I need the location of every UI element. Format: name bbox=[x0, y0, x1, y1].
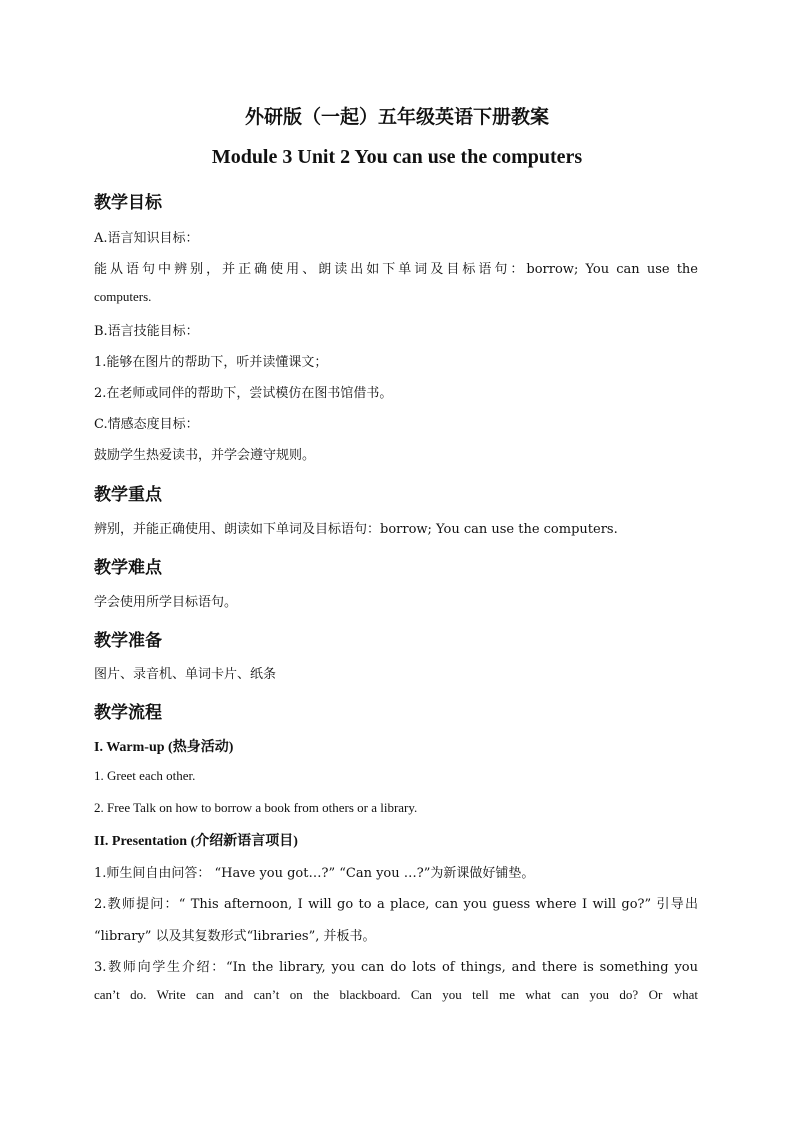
preparation-heading: 教学准备 bbox=[94, 631, 162, 651]
preparation-text: 图片、录音机、单词卡片、纸条 bbox=[94, 667, 277, 682]
key-points-heading: 教学重点 bbox=[94, 485, 162, 505]
difficulties-text: 学会使用所学目标语句。 bbox=[94, 595, 238, 610]
objective-a-text-line2: computers. bbox=[94, 289, 152, 304]
presentation-item-3-line1: 3.教师向学生介绍：“In the library, you can do lots of things, and there is something you bbox=[94, 960, 698, 975]
document-title: 外研版（一起）五年级英语下册教案 bbox=[244, 106, 549, 128]
presentation-item-3-line2: can’t do. Write can and can’t on the blackboard. Can you tell me what can you do? Or what bbox=[94, 987, 698, 1002]
presentation-item-1: 1.师生间自由问答： “Have you got…?” “Can you …?”为新课做好铺垫。 bbox=[94, 866, 535, 881]
procedure-heading: 教学流程 bbox=[94, 703, 162, 723]
objective-a-label: A.语言知识目标： bbox=[94, 231, 199, 246]
objective-c-text: 鼓励学生热爱读书，并学会遵守规则。 bbox=[94, 448, 316, 463]
warmup-item-2: 2. Free Talk on how to borrow a book from others or a library. bbox=[94, 800, 418, 815]
document-subtitle: Module 3 Unit 2 You can use the computers bbox=[211, 146, 583, 168]
presentation-title: II. Presentation (介绍新语言项目) bbox=[94, 834, 298, 849]
warmup-title: I. Warm-up (热身活动) bbox=[94, 740, 234, 755]
objective-b-item-1: 1.能够在图片的帮助下，听并读懂课文； bbox=[94, 355, 328, 370]
warmup-item-1: 1. Greet each other. bbox=[94, 768, 196, 783]
objective-c-label: C.情感态度目标： bbox=[94, 417, 199, 432]
key-points-text: 辨别，并能正确使用、朗读如下单词及目标语句：borrow; You can use the computers. bbox=[94, 522, 618, 537]
difficulties-heading: 教学难点 bbox=[94, 558, 162, 578]
objectives-heading: 教学目标 bbox=[94, 193, 162, 213]
objective-b-label: B.语言技能目标： bbox=[94, 324, 199, 339]
presentation-item-2-line2: “library” 以及其复数形式“libraries”, 并板书。 bbox=[94, 929, 376, 944]
objective-a-text-line1: 能从语句中辨别，并正确使用、朗读出如下单词及目标语句：borrow; You can use the bbox=[94, 262, 698, 277]
objective-b-item-2: 2.在老师或同伴的帮助下，尝试模仿在图书馆借书。 bbox=[94, 386, 393, 401]
presentation-item-2-line1: 2.教师提问：“ This afternoon, I will go to a place, can you guess where I will go?” 引导出 bbox=[94, 897, 698, 912]
